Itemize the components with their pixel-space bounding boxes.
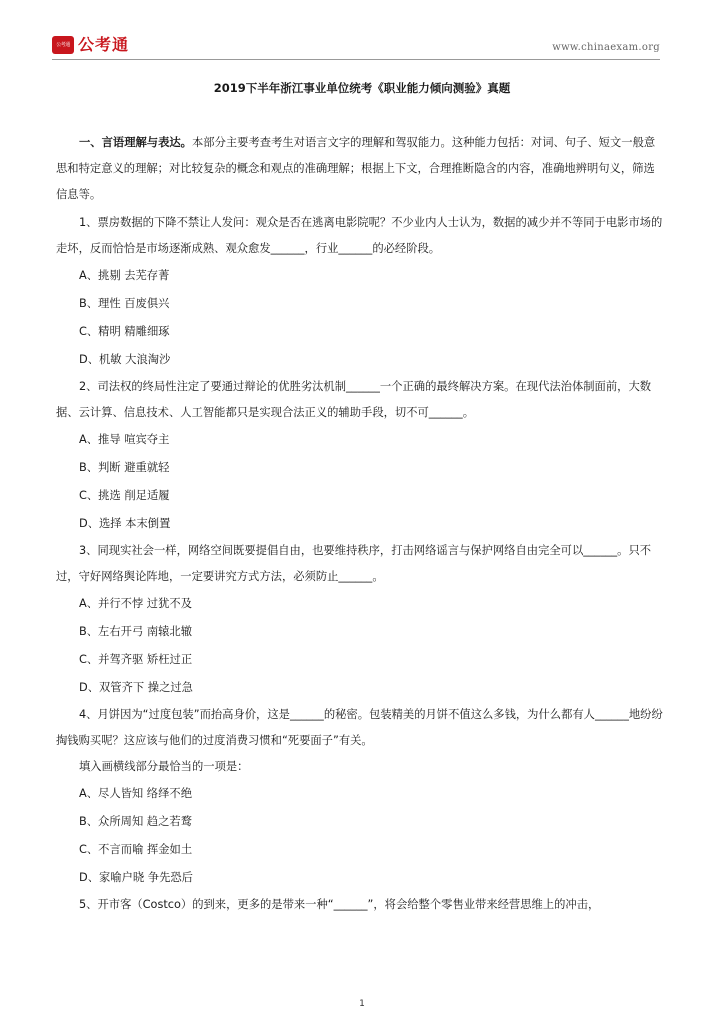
question-3 bbox=[56, 538, 666, 702]
question-stem: 3、同现实社会一样，网络空间既要提倡自由，也要维持秩序，打击网络谣言与保护网络自由完全可以______。只不过，守好网络舆论阵地，一定要讲究方式方法，必须防止______。 bbox=[56, 544, 652, 583]
question-option: D、选择 本末倒置 bbox=[79, 517, 171, 530]
question-option: B、理性 百废俱兴 bbox=[79, 297, 170, 310]
question-option: C、不言而喻 挥金如土 bbox=[79, 843, 193, 856]
page-number: 1 bbox=[359, 999, 365, 1009]
question-stem: 2、司法权的终局性注定了要通过辩论的优胜劣汰机制______一个正确的最终解决方案。在现代法治体制面前，大数据、云计算、信息技术、人工智能都只是实现合法正义的辅助手段，切不可______。 bbox=[56, 380, 652, 419]
section-intro-text: 本部分主要考查考生对语言文字的理解和驾驭能力。这种能力包括：对词、句子、短文一般意思和特定意义的理解；对比较复杂的概念和观点的准确理解；根据上下文，合理推断隐含的内容，准确地辨明句义，筛选信息等。 bbox=[56, 136, 656, 201]
question-prompt: 填入画横线部分最恰当的一项是： bbox=[79, 760, 249, 773]
question-option: C、挑选 削足适履 bbox=[79, 489, 170, 502]
question-option: A、推导 喧宾夺主 bbox=[79, 433, 170, 446]
question-option: D、双管齐下 操之过急 bbox=[79, 681, 193, 694]
question-option: B、判断 避重就轻 bbox=[79, 461, 170, 474]
document-body bbox=[56, 130, 666, 918]
question-1 bbox=[56, 210, 666, 374]
question-stem: 4、月饼因为“过度包装”而抬高身价，这是______的秘密。包装精美的月饼不值这么多钱，为什么都有人______地纷纷掏钱购买呢？这应该与他们的过度消费习惯和“死要面子”有关。 bbox=[56, 708, 663, 747]
question-option: D、机敏 大浪淘沙 bbox=[79, 353, 171, 366]
question-stem: 5、开市客（Costco）的到来，更多的是带来一种“______”，将会给整个零售业带来经营思维上的冲击， bbox=[79, 898, 600, 911]
question-option: B、众所周知 趋之若鹜 bbox=[79, 815, 193, 828]
logo-icon: 公考通 bbox=[52, 36, 74, 54]
section-intro bbox=[56, 130, 666, 208]
question-option: B、左右开弓 南辕北辙 bbox=[79, 625, 193, 638]
question-option: C、精明 精雕细琢 bbox=[79, 325, 170, 338]
question-stem: 1、票房数据的下降不禁让人发问：观众是否在逃离电影院呢？不少业内人士认为，数据的减少并不等同于电影市场的走坏，反而恰恰是市场逐渐成熟、观众愈发______，行业______的必经阶段。 bbox=[56, 216, 663, 255]
section-heading: 一、言语理解与表达。 bbox=[79, 136, 192, 149]
question-4 bbox=[56, 702, 666, 892]
document-title: 2019下半年浙江事业单位统考《职业能力倾向测验》真题 bbox=[213, 81, 511, 95]
question-option: C、并驾齐驱 矫枉过正 bbox=[79, 653, 193, 666]
page-header bbox=[52, 34, 660, 58]
site-url[interactable]: www.chinaexam.org bbox=[552, 42, 660, 53]
question-option: A、挑剔 去芜存菁 bbox=[79, 269, 170, 282]
question-option: A、并行不悖 过犹不及 bbox=[79, 597, 192, 610]
question-5 bbox=[56, 892, 666, 918]
question-option: A、尽人皆知 络绎不绝 bbox=[79, 787, 192, 800]
question-option: D、家喻户晓 争先恐后 bbox=[79, 871, 193, 884]
question-2 bbox=[56, 374, 666, 538]
header-divider bbox=[52, 59, 660, 60]
logo-text: 公考通 bbox=[78, 35, 130, 54]
